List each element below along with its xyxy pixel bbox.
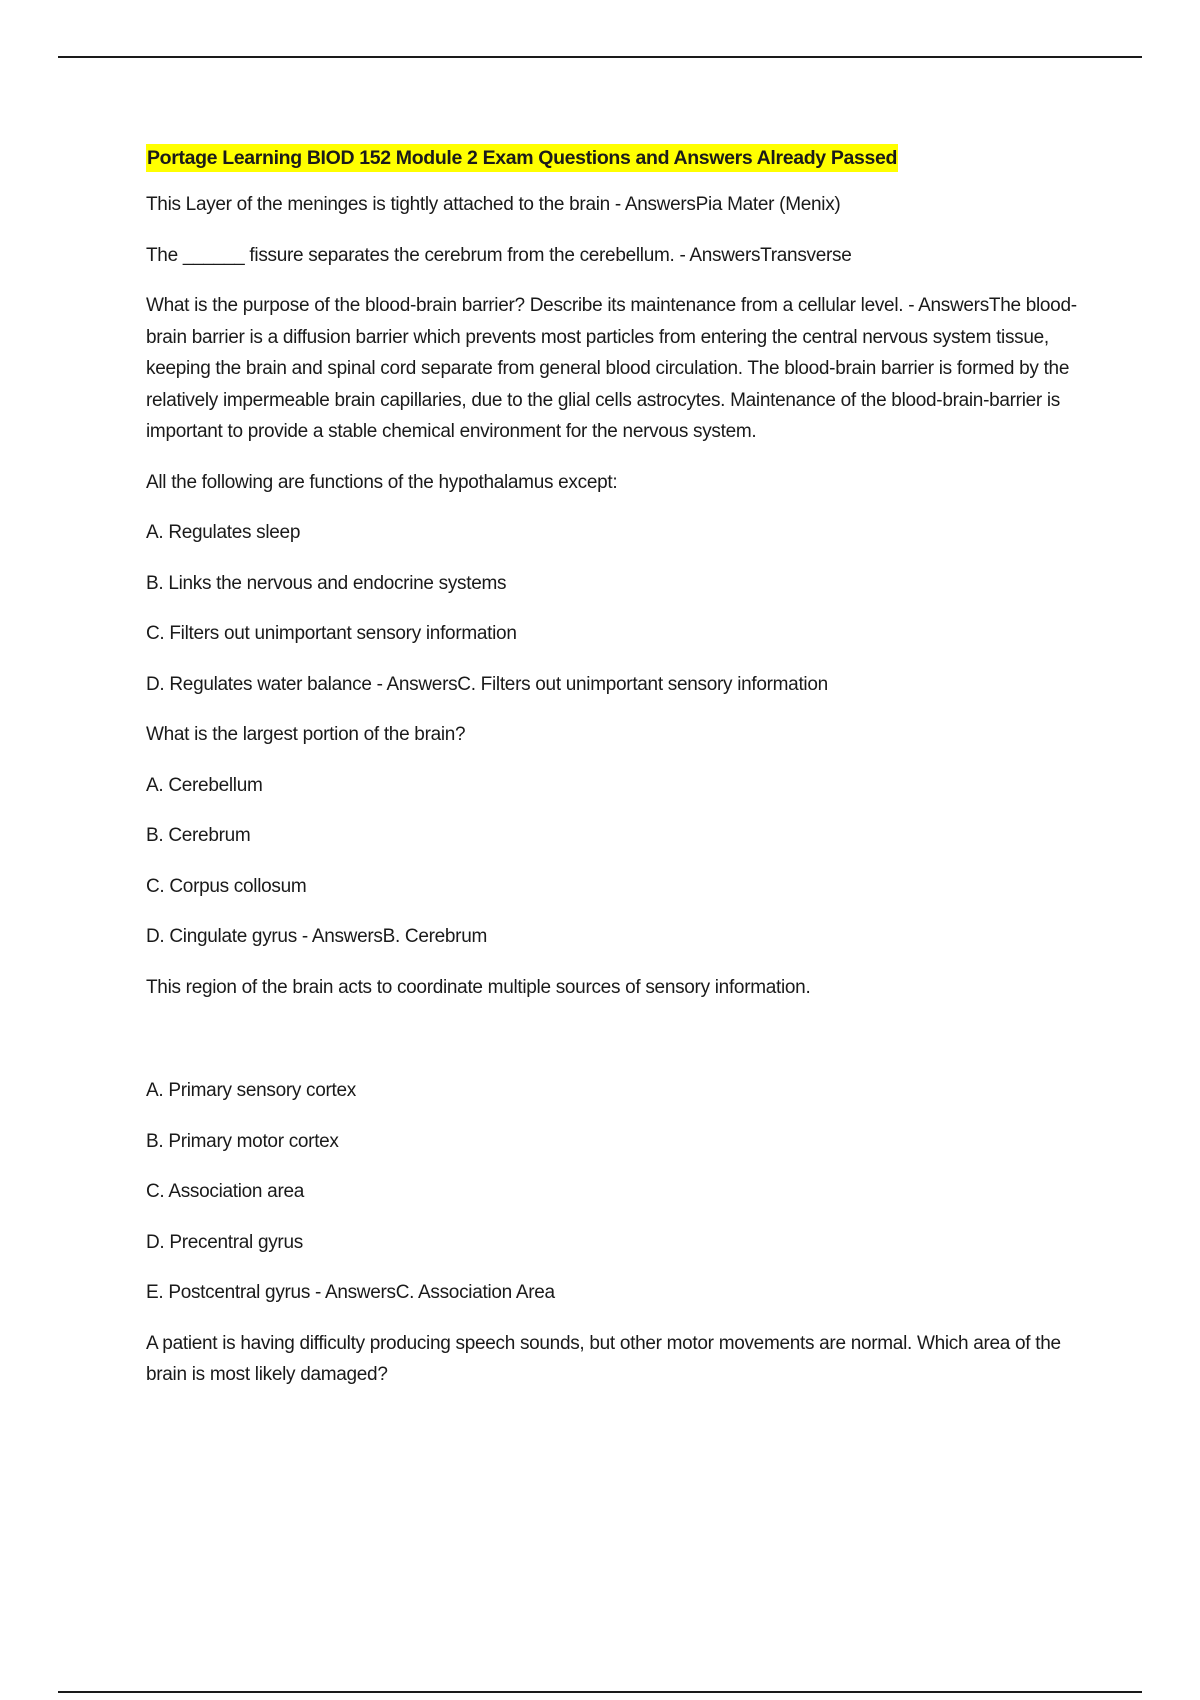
question-4-option: B. Links the nervous and endocrine systems (146, 572, 507, 594)
question-4-option: A. Regulates sleep (146, 522, 301, 543)
question-6-option: B. Primary motor cortex (146, 1130, 339, 1152)
question-2-before: The (146, 244, 183, 266)
question-4-stem: All the following are functions of the hypothalamus except: (146, 471, 618, 493)
document-title: Portage Learning BIOD 152 Module 2 Exam Questions and Answers Already Passed (146, 144, 898, 172)
question-5-stem: What is the largest portion of the brain? (146, 724, 466, 745)
question-5-option: C. Corpus collosum (146, 875, 307, 897)
question-6-option-answer: E. Postcentral gyrus - AnswersC. Association Area (146, 1282, 555, 1303)
question-2-after: fissure separates the cerebrum from the cerebellum. - AnswersTransverse (244, 244, 852, 266)
question-4-option: C. Filters out unimportant sensory information (146, 623, 517, 644)
spacer (146, 1022, 1086, 1075)
question-7: A patient is having difficulty producing speech sounds, but other motor movements are normal. Which area of the brain is most likely damaged? (146, 1332, 1061, 1385)
question-6-option: C. Association area (146, 1181, 304, 1202)
question-6-option: D. Precentral gyrus (146, 1231, 303, 1253)
question-2 (146, 240, 1086, 272)
question-3: What is the purpose of the blood-brain barrier? Describe its maintenance from a cellular level. - AnswersThe blood-brain barrier is a diffusion barrier which prevents most particles from entering the central nervous system tissue, keeping the brain and spinal cord separate from general blood circulation. The blood-brain barrier is formed by the relatively impermeable brain capillaries, due to the glial cells astrocytes. Maintenance of the blood-brain-barrier is important to provide a stable chemical environment for the nervous system. (146, 295, 1077, 442)
question-6-stem: This region of the brain acts to coordinate multiple sources of sensory information. (146, 976, 811, 998)
question-5-option: A. Cerebellum (146, 774, 263, 796)
footer-rule (58, 1691, 1142, 1693)
question-2-blank: ______ (182, 244, 245, 266)
question-1: This Layer of the meninges is tightly attached to the brain - AnswersPia Mater (Menix) (146, 194, 841, 215)
question-5-option-answer: D. Cingulate gyrus - AnswersB. Cerebrum (146, 926, 487, 947)
document-body (146, 144, 1086, 1410)
question-4-option-answer: D. Regulates water balance - AnswersC. Filters out unimportant sensory information (146, 673, 828, 695)
header-rule (58, 56, 1142, 58)
question-5-option: B. Cerebrum (146, 825, 251, 846)
question-6-option: A. Primary sensory cortex (146, 1080, 356, 1101)
